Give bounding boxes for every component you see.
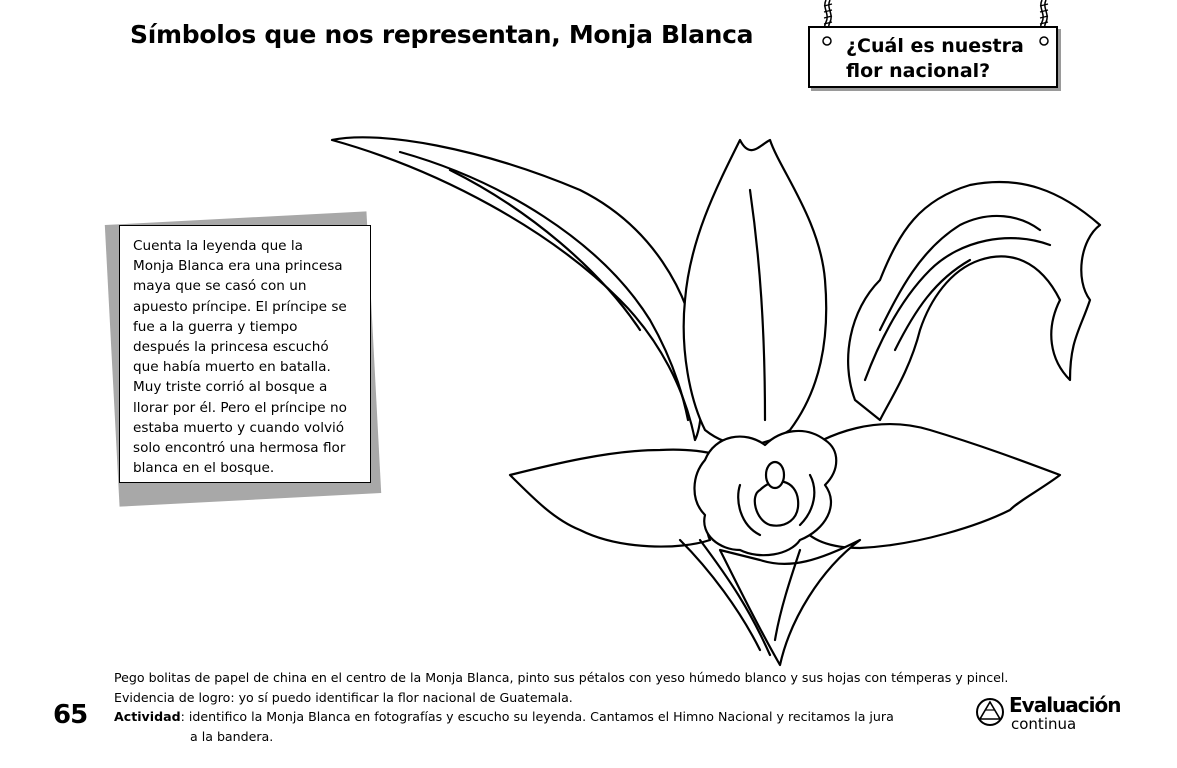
legend-line: fue a la guerra y tiempo xyxy=(133,318,298,335)
footer-instructions xyxy=(114,668,1008,746)
evidence-text: Evidencia de logro: yo sí puedo identificar la flor nacional de Guatemala. xyxy=(114,689,573,705)
leaf-icon xyxy=(332,137,702,440)
activity-line xyxy=(114,707,1008,727)
monja-blanca-flower-illustration xyxy=(320,130,1120,670)
sign-line-2: flor nacional? xyxy=(846,60,991,82)
legend-line: llorar por él. Pero el príncipe no xyxy=(133,399,347,416)
legend-line: apuesto príncipe. El príncipe se xyxy=(133,298,347,315)
right-sepal-icon xyxy=(848,182,1100,420)
sign-board xyxy=(808,26,1058,88)
legend-line: solo encontró una hermosa flor xyxy=(133,440,346,457)
activity-text: : identifico la Monja Blanca en fotografías y escucho su leyenda. Cantamos el Himno Nacional y recitamos la jura xyxy=(180,709,894,724)
triangle-circle-icon xyxy=(975,697,1005,727)
badge-subtitle: continua xyxy=(1011,715,1077,733)
badge-title: Evaluación xyxy=(1009,693,1121,717)
legend-line: Muy triste corrió al bosque a xyxy=(133,379,328,396)
page-number: 65 xyxy=(53,700,88,730)
legend-line: que había muerto en batalla. xyxy=(133,359,331,376)
activity-continuation: a la bandera. xyxy=(190,728,274,744)
page-title: Símbolos que nos representan, Monja Blanca xyxy=(130,20,754,49)
instruction-text: Pego bolitas de papel de china en el centro de la Monja Blanca, pinto sus pétalos con yeso húmedo blanco y sus hojas con témperas y pincel. xyxy=(114,670,1009,685)
right-petal-icon xyxy=(790,424,1060,548)
question-sign xyxy=(800,0,1070,100)
activity-label: Actividad xyxy=(114,709,181,724)
legend-line: Monja Blanca era una princesa xyxy=(133,258,343,275)
sign-line-1: ¿Cuál es nuestra xyxy=(846,35,1024,57)
sign-text xyxy=(846,34,1024,84)
top-sepal-icon xyxy=(684,140,827,445)
evaluation-badge xyxy=(975,693,1121,738)
stem-leaf-icon xyxy=(720,540,860,665)
legend-line: blanca en el bosque. xyxy=(133,460,275,477)
legend-line: Cuenta la leyenda que la xyxy=(133,238,303,254)
legend-line: estaba muerto y cuando volvió xyxy=(133,419,345,436)
legend-line: maya que se casó con un xyxy=(133,278,307,295)
legend-line: después la princesa escuchó xyxy=(133,339,329,356)
